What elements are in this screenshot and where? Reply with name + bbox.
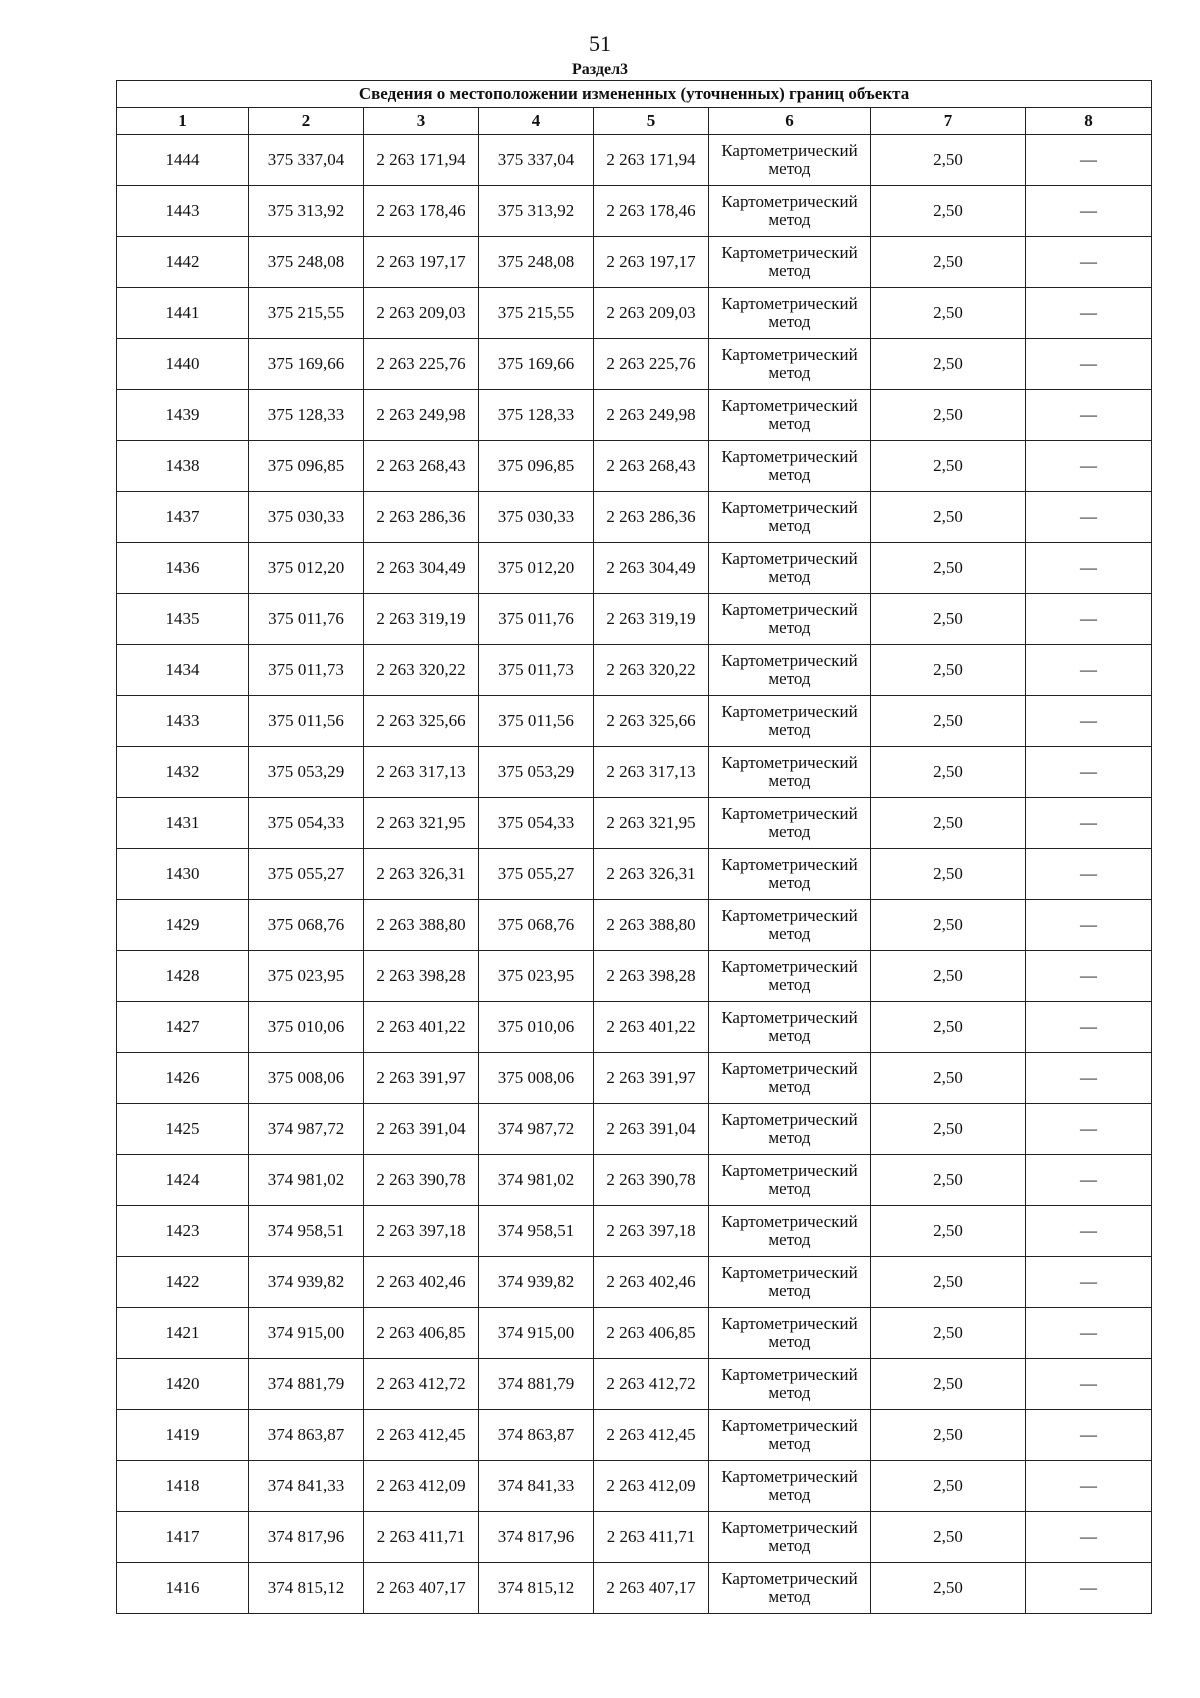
description-cell: —	[1026, 1206, 1152, 1257]
y-new-cell: 2 263 209,03	[594, 288, 709, 339]
y-new-cell: 2 263 286,36	[594, 492, 709, 543]
point-number-cell: 1441	[117, 288, 249, 339]
x-old-cell: 374 939,82	[249, 1257, 364, 1308]
x-new-cell: 375 337,04	[479, 135, 594, 186]
y-old-cell: 2 263 317,13	[364, 747, 479, 798]
x-new-cell: 375 054,33	[479, 798, 594, 849]
accuracy-cell: 2,50	[871, 237, 1026, 288]
y-old-cell: 2 263 197,17	[364, 237, 479, 288]
y-old-cell: 2 263 391,97	[364, 1053, 479, 1104]
method-cell: Картометрический метод	[709, 492, 871, 543]
x-new-cell: 375 215,55	[479, 288, 594, 339]
y-old-cell: 2 263 390,78	[364, 1155, 479, 1206]
y-new-cell: 2 263 249,98	[594, 390, 709, 441]
method-cell: Картометрический метод	[709, 951, 871, 1002]
table-row	[117, 543, 1152, 594]
table-row	[117, 1461, 1152, 1512]
table-row	[117, 1104, 1152, 1155]
table-row	[117, 1206, 1152, 1257]
accuracy-cell: 2,50	[871, 1461, 1026, 1512]
y-old-cell: 2 263 325,66	[364, 696, 479, 747]
x-old-cell: 375 068,76	[249, 900, 364, 951]
x-old-cell: 375 012,20	[249, 543, 364, 594]
table-row	[117, 594, 1152, 645]
x-old-cell: 374 815,12	[249, 1563, 364, 1614]
y-old-cell: 2 263 412,45	[364, 1410, 479, 1461]
method-cell: Картометрический метод	[709, 1206, 871, 1257]
table-row	[117, 900, 1152, 951]
y-new-cell: 2 263 268,43	[594, 441, 709, 492]
point-number-cell: 1424	[117, 1155, 249, 1206]
x-new-cell: 375 128,33	[479, 390, 594, 441]
point-number-cell: 1444	[117, 135, 249, 186]
y-old-cell: 2 263 249,98	[364, 390, 479, 441]
y-old-cell: 2 263 286,36	[364, 492, 479, 543]
y-new-cell: 2 263 411,71	[594, 1512, 709, 1563]
description-cell: —	[1026, 1104, 1152, 1155]
y-old-cell: 2 263 268,43	[364, 441, 479, 492]
page-number: 51	[589, 31, 611, 56]
method-cell: Картометрический метод	[709, 1563, 871, 1614]
y-new-cell: 2 263 391,97	[594, 1053, 709, 1104]
table-row	[117, 1257, 1152, 1308]
x-new-cell: 374 939,82	[479, 1257, 594, 1308]
x-new-cell: 375 096,85	[479, 441, 594, 492]
column-number-5: 5	[594, 108, 709, 135]
description-cell: —	[1026, 288, 1152, 339]
accuracy-cell: 2,50	[871, 1155, 1026, 1206]
description-cell: —	[1026, 1155, 1152, 1206]
x-old-cell: 375 053,29	[249, 747, 364, 798]
accuracy-cell: 2,50	[871, 696, 1026, 747]
y-new-cell: 2 263 319,19	[594, 594, 709, 645]
description-cell: —	[1026, 1410, 1152, 1461]
method-cell: Картометрический метод	[709, 135, 871, 186]
point-number-cell: 1420	[117, 1359, 249, 1410]
x-old-cell: 375 313,92	[249, 186, 364, 237]
table-row	[117, 1155, 1152, 1206]
x-new-cell: 374 841,33	[479, 1461, 594, 1512]
table-row	[117, 1053, 1152, 1104]
table-row	[117, 441, 1152, 492]
method-cell: Картометрический метод	[709, 288, 871, 339]
y-new-cell: 2 263 407,17	[594, 1563, 709, 1614]
method-cell: Картометрический метод	[709, 696, 871, 747]
description-cell: —	[1026, 1461, 1152, 1512]
y-old-cell: 2 263 391,04	[364, 1104, 479, 1155]
x-new-cell: 375 068,76	[479, 900, 594, 951]
y-old-cell: 2 263 225,76	[364, 339, 479, 390]
x-old-cell: 375 030,33	[249, 492, 364, 543]
point-number-cell: 1430	[117, 849, 249, 900]
column-number-3: 3	[364, 108, 479, 135]
description-cell: —	[1026, 441, 1152, 492]
table-row	[117, 288, 1152, 339]
method-cell: Картометрический метод	[709, 543, 871, 594]
section-title: Раздел3	[571, 61, 629, 78]
y-old-cell: 2 263 178,46	[364, 186, 479, 237]
column-number-8: 8	[1026, 108, 1152, 135]
point-number-cell: 1434	[117, 645, 249, 696]
accuracy-cell: 2,50	[871, 747, 1026, 798]
x-new-cell: 375 012,20	[479, 543, 594, 594]
x-old-cell: 375 337,04	[249, 135, 364, 186]
x-new-cell: 375 053,29	[479, 747, 594, 798]
accuracy-cell: 2,50	[871, 135, 1026, 186]
accuracy-cell: 2,50	[871, 645, 1026, 696]
description-cell: —	[1026, 135, 1152, 186]
method-cell: Картометрический метод	[709, 1410, 871, 1461]
y-new-cell: 2 263 171,94	[594, 135, 709, 186]
y-new-cell: 2 263 412,72	[594, 1359, 709, 1410]
point-number-cell: 1431	[117, 798, 249, 849]
accuracy-cell: 2,50	[871, 339, 1026, 390]
y-old-cell: 2 263 171,94	[364, 135, 479, 186]
x-old-cell: 375 169,66	[249, 339, 364, 390]
y-old-cell: 2 263 401,22	[364, 1002, 479, 1053]
y-new-cell: 2 263 402,46	[594, 1257, 709, 1308]
accuracy-cell: 2,50	[871, 849, 1026, 900]
method-cell: Картометрический метод	[709, 1104, 871, 1155]
y-new-cell: 2 263 326,31	[594, 849, 709, 900]
accuracy-cell: 2,50	[871, 1512, 1026, 1563]
x-new-cell: 375 030,33	[479, 492, 594, 543]
x-new-cell: 375 023,95	[479, 951, 594, 1002]
table-row	[117, 645, 1152, 696]
y-old-cell: 2 263 398,28	[364, 951, 479, 1002]
accuracy-cell: 2,50	[871, 1308, 1026, 1359]
table-row	[117, 849, 1152, 900]
table-row	[117, 339, 1152, 390]
y-new-cell: 2 263 304,49	[594, 543, 709, 594]
accuracy-cell: 2,50	[871, 1257, 1026, 1308]
x-new-cell: 375 055,27	[479, 849, 594, 900]
method-cell: Картометрический метод	[709, 645, 871, 696]
y-new-cell: 2 263 388,80	[594, 900, 709, 951]
accuracy-cell: 2,50	[871, 543, 1026, 594]
table-row	[117, 747, 1152, 798]
description-cell: —	[1026, 849, 1152, 900]
x-old-cell: 375 011,73	[249, 645, 364, 696]
point-number-cell: 1428	[117, 951, 249, 1002]
x-old-cell: 375 128,33	[249, 390, 364, 441]
description-cell: —	[1026, 1359, 1152, 1410]
point-number-cell: 1432	[117, 747, 249, 798]
y-old-cell: 2 263 319,19	[364, 594, 479, 645]
accuracy-cell: 2,50	[871, 1563, 1026, 1614]
description-cell: —	[1026, 1002, 1152, 1053]
y-new-cell: 2 263 412,45	[594, 1410, 709, 1461]
accuracy-cell: 2,50	[871, 492, 1026, 543]
table-row	[117, 798, 1152, 849]
table-row	[117, 135, 1152, 186]
x-new-cell: 375 313,92	[479, 186, 594, 237]
x-new-cell: 374 863,87	[479, 1410, 594, 1461]
x-new-cell: 375 011,56	[479, 696, 594, 747]
method-cell: Картометрический метод	[709, 900, 871, 951]
method-cell: Картометрический метод	[709, 186, 871, 237]
point-number-cell: 1438	[117, 441, 249, 492]
column-numbers-row	[117, 108, 1152, 135]
point-number-cell: 1443	[117, 186, 249, 237]
y-old-cell: 2 263 407,17	[364, 1563, 479, 1614]
x-new-cell: 375 169,66	[479, 339, 594, 390]
x-old-cell: 374 841,33	[249, 1461, 364, 1512]
point-number-cell: 1439	[117, 390, 249, 441]
accuracy-cell: 2,50	[871, 594, 1026, 645]
x-old-cell: 375 054,33	[249, 798, 364, 849]
method-cell: Картометрический метод	[709, 1461, 871, 1512]
point-number-cell: 1417	[117, 1512, 249, 1563]
table-row	[117, 1512, 1152, 1563]
y-old-cell: 2 263 326,31	[364, 849, 479, 900]
accuracy-cell: 2,50	[871, 390, 1026, 441]
y-old-cell: 2 263 412,09	[364, 1461, 479, 1512]
accuracy-cell: 2,50	[871, 441, 1026, 492]
description-cell: —	[1026, 696, 1152, 747]
y-new-cell: 2 263 317,13	[594, 747, 709, 798]
description-cell: —	[1026, 747, 1152, 798]
method-cell: Картометрический метод	[709, 237, 871, 288]
x-old-cell: 374 863,87	[249, 1410, 364, 1461]
point-number-cell: 1427	[117, 1002, 249, 1053]
description-cell: —	[1026, 900, 1152, 951]
x-old-cell: 375 010,06	[249, 1002, 364, 1053]
point-number-cell: 1418	[117, 1461, 249, 1512]
x-new-cell: 375 008,06	[479, 1053, 594, 1104]
description-cell: —	[1026, 1053, 1152, 1104]
x-old-cell: 375 011,56	[249, 696, 364, 747]
accuracy-cell: 2,50	[871, 951, 1026, 1002]
y-new-cell: 2 263 320,22	[594, 645, 709, 696]
method-cell: Картометрический метод	[709, 1053, 871, 1104]
point-number-cell: 1436	[117, 543, 249, 594]
table-body	[117, 135, 1152, 1614]
method-cell: Картометрический метод	[709, 849, 871, 900]
y-old-cell: 2 263 321,95	[364, 798, 479, 849]
point-number-cell: 1422	[117, 1257, 249, 1308]
point-number-cell: 1433	[117, 696, 249, 747]
table-row	[117, 237, 1152, 288]
table-header	[117, 81, 1152, 135]
point-number-cell: 1419	[117, 1410, 249, 1461]
table-row	[117, 186, 1152, 237]
x-old-cell: 375 215,55	[249, 288, 364, 339]
x-new-cell: 374 881,79	[479, 1359, 594, 1410]
y-new-cell: 2 263 225,76	[594, 339, 709, 390]
y-old-cell: 2 263 388,80	[364, 900, 479, 951]
method-cell: Картометрический метод	[709, 339, 871, 390]
method-cell: Картометрический метод	[709, 1359, 871, 1410]
description-cell: —	[1026, 237, 1152, 288]
method-cell: Картометрический метод	[709, 1002, 871, 1053]
y-old-cell: 2 263 209,03	[364, 288, 479, 339]
description-cell: —	[1026, 951, 1152, 1002]
y-new-cell: 2 263 398,28	[594, 951, 709, 1002]
x-old-cell: 375 011,76	[249, 594, 364, 645]
method-cell: Картометрический метод	[709, 1308, 871, 1359]
x-new-cell: 374 981,02	[479, 1155, 594, 1206]
table-row	[117, 951, 1152, 1002]
point-number-cell: 1440	[117, 339, 249, 390]
accuracy-cell: 2,50	[871, 1104, 1026, 1155]
point-number-cell: 1429	[117, 900, 249, 951]
x-new-cell: 374 958,51	[479, 1206, 594, 1257]
x-new-cell: 375 248,08	[479, 237, 594, 288]
x-old-cell: 375 096,85	[249, 441, 364, 492]
x-old-cell: 374 981,02	[249, 1155, 364, 1206]
x-old-cell: 374 958,51	[249, 1206, 364, 1257]
y-new-cell: 2 263 325,66	[594, 696, 709, 747]
y-old-cell: 2 263 406,85	[364, 1308, 479, 1359]
method-cell: Картометрический метод	[709, 1512, 871, 1563]
method-cell: Картометрический метод	[709, 747, 871, 798]
y-new-cell: 2 263 412,09	[594, 1461, 709, 1512]
description-cell: —	[1026, 543, 1152, 594]
coordinates-table	[116, 80, 1152, 1614]
table-row	[117, 390, 1152, 441]
table-row	[117, 1002, 1152, 1053]
x-new-cell: 374 987,72	[479, 1104, 594, 1155]
accuracy-cell: 2,50	[871, 1002, 1026, 1053]
table-caption: Сведения о местоположении измененных (уточненных) границ объекта	[117, 81, 1152, 108]
point-number-cell: 1423	[117, 1206, 249, 1257]
description-cell: —	[1026, 594, 1152, 645]
description-cell: —	[1026, 1563, 1152, 1614]
y-new-cell: 2 263 401,22	[594, 1002, 709, 1053]
x-new-cell: 374 815,12	[479, 1563, 594, 1614]
x-old-cell: 374 817,96	[249, 1512, 364, 1563]
accuracy-cell: 2,50	[871, 288, 1026, 339]
x-old-cell: 374 915,00	[249, 1308, 364, 1359]
y-new-cell: 2 263 406,85	[594, 1308, 709, 1359]
description-cell: —	[1026, 1512, 1152, 1563]
method-cell: Картометрический метод	[709, 390, 871, 441]
x-new-cell: 374 915,00	[479, 1308, 594, 1359]
y-new-cell: 2 263 197,17	[594, 237, 709, 288]
x-old-cell: 375 248,08	[249, 237, 364, 288]
point-number-cell: 1425	[117, 1104, 249, 1155]
x-new-cell: 375 010,06	[479, 1002, 594, 1053]
x-new-cell: 375 011,76	[479, 594, 594, 645]
column-number-2: 2	[249, 108, 364, 135]
point-number-cell: 1435	[117, 594, 249, 645]
method-cell: Картометрический метод	[709, 1257, 871, 1308]
y-new-cell: 2 263 397,18	[594, 1206, 709, 1257]
table-row	[117, 1308, 1152, 1359]
method-cell: Картометрический метод	[709, 1155, 871, 1206]
y-old-cell: 2 263 402,46	[364, 1257, 479, 1308]
table-row	[117, 1563, 1152, 1614]
column-number-7: 7	[871, 108, 1026, 135]
column-number-1: 1	[117, 108, 249, 135]
accuracy-cell: 2,50	[871, 1053, 1026, 1104]
x-old-cell: 374 987,72	[249, 1104, 364, 1155]
y-old-cell: 2 263 397,18	[364, 1206, 479, 1257]
description-cell: —	[1026, 1257, 1152, 1308]
y-new-cell: 2 263 391,04	[594, 1104, 709, 1155]
y-old-cell: 2 263 304,49	[364, 543, 479, 594]
point-number-cell: 1416	[117, 1563, 249, 1614]
point-number-cell: 1421	[117, 1308, 249, 1359]
x-new-cell: 375 011,73	[479, 645, 594, 696]
table-row	[117, 1359, 1152, 1410]
description-cell: —	[1026, 390, 1152, 441]
method-cell: Картометрический метод	[709, 798, 871, 849]
description-cell: —	[1026, 339, 1152, 390]
accuracy-cell: 2,50	[871, 1206, 1026, 1257]
accuracy-cell: 2,50	[871, 900, 1026, 951]
y-old-cell: 2 263 320,22	[364, 645, 479, 696]
x-new-cell: 374 817,96	[479, 1512, 594, 1563]
table-row	[117, 492, 1152, 543]
point-number-cell: 1442	[117, 237, 249, 288]
table-row	[117, 1410, 1152, 1461]
table-row	[117, 696, 1152, 747]
description-cell: —	[1026, 1308, 1152, 1359]
description-cell: —	[1026, 798, 1152, 849]
description-cell: —	[1026, 645, 1152, 696]
accuracy-cell: 2,50	[871, 1410, 1026, 1461]
accuracy-cell: 2,50	[871, 798, 1026, 849]
x-old-cell: 374 881,79	[249, 1359, 364, 1410]
description-cell: —	[1026, 492, 1152, 543]
y-new-cell: 2 263 321,95	[594, 798, 709, 849]
description-cell: —	[1026, 186, 1152, 237]
x-old-cell: 375 023,95	[249, 951, 364, 1002]
method-cell: Картометрический метод	[709, 441, 871, 492]
column-number-6: 6	[709, 108, 871, 135]
point-number-cell: 1426	[117, 1053, 249, 1104]
y-new-cell: 2 263 390,78	[594, 1155, 709, 1206]
column-number-4: 4	[479, 108, 594, 135]
x-old-cell: 375 008,06	[249, 1053, 364, 1104]
y-old-cell: 2 263 411,71	[364, 1512, 479, 1563]
y-new-cell: 2 263 178,46	[594, 186, 709, 237]
x-old-cell: 375 055,27	[249, 849, 364, 900]
accuracy-cell: 2,50	[871, 1359, 1026, 1410]
point-number-cell: 1437	[117, 492, 249, 543]
method-cell: Картометрический метод	[709, 594, 871, 645]
accuracy-cell: 2,50	[871, 186, 1026, 237]
y-old-cell: 2 263 412,72	[364, 1359, 479, 1410]
